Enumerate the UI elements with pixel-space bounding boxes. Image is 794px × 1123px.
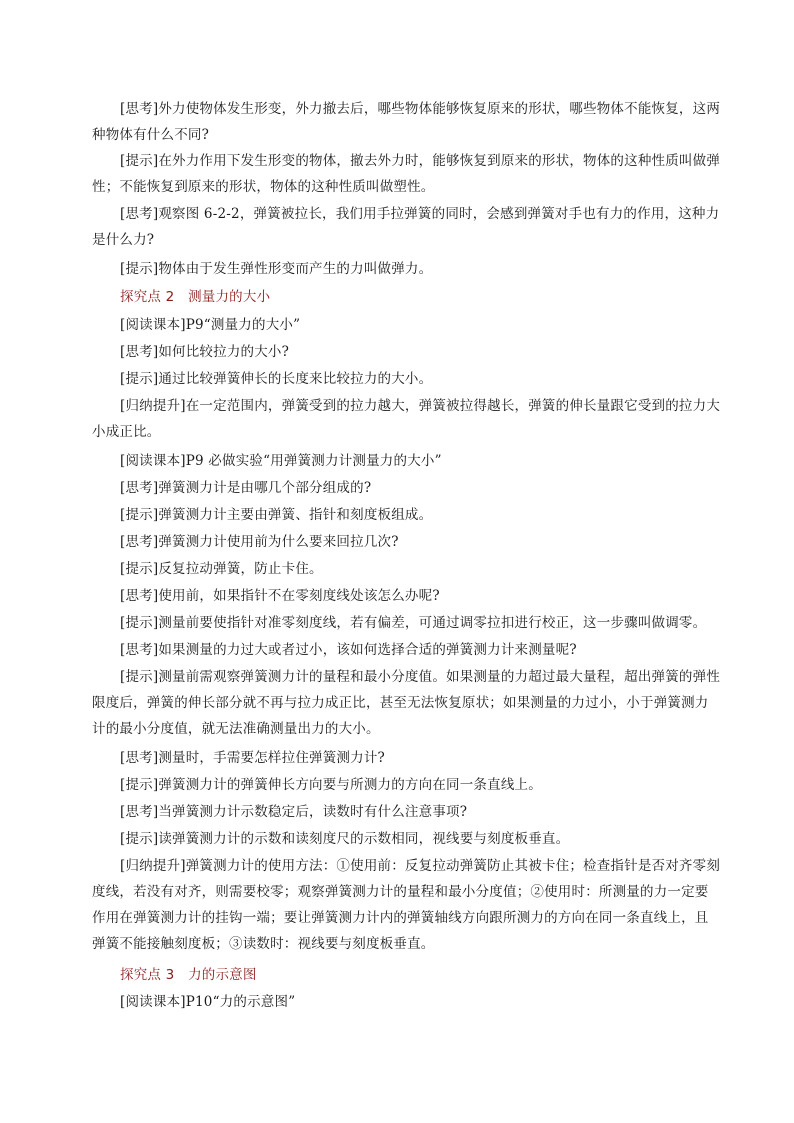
paragraph-think-hold: [思考]测量时，手需要怎样拉住弹簧测力计? — [120, 750, 385, 766]
paragraph-think-deformation: [思考]外力使物体发生形变，外力撤去后，哪些物体能够恢复原来的形状，哪些物体不能恢复，这两种物体有什么不同? — [92, 101, 721, 143]
paragraph-hint-components: [提示]弹簧测力计主要由弹簧、指针和刻度板组成。 — [120, 507, 433, 523]
paragraph-think-zero: [思考]使用前，如果指针不在零刻度线处该怎么办呢? — [120, 588, 440, 604]
section-heading-2: 探究点 2 测量力的大小 — [120, 289, 271, 305]
paragraph-read-textbook-p10: [阅读课本]P10“力的示意图” — [120, 994, 296, 1010]
paragraph-hint-elasticity: [提示]在外力作用下发生形变的物体，撤去外力时，能够恢复到原来的形状，物体的这种性质叫做弹性；不能恢复到原来的形状，物体的这种性质叫做塑性。 — [92, 153, 721, 195]
paragraph-read-experiment: [阅读课本]P9 必做实验“用弹簧测力计测量力的大小” — [120, 453, 442, 469]
paragraph-hint-zero: [提示]测量前要使指针对准零刻度线，若有偏差，可通过调零拉扣进行校正，这一步骤叫做调零。 — [120, 615, 707, 631]
paragraph-hint-elastic-force: [提示]物体由于发生弹性形变而产生的力叫做弹力。 — [120, 261, 433, 277]
paragraph-hint-hold: [提示]弹簧测力计的弹簧伸长方向要与所测力的方向在同一条直线上。 — [120, 777, 542, 793]
paragraph-think-components: [思考]弹簧测力计是由哪几个部分组成的? — [120, 480, 372, 496]
paragraph-hint-reading: [提示]读弹簧测力计的示数和读刻度尺的示数相同，视线要与刻度板垂直。 — [120, 831, 570, 847]
paragraph-think-pull: [思考]弹簧测力计使用前为什么要来回拉几次? — [120, 534, 399, 550]
paragraph-summary-proportional: [归纳提升]在一定范围内，弹簧受到的拉力越大，弹簧被拉得越长，弹簧的伸长量跟它受到的拉力大小成正比。 — [92, 398, 721, 440]
paragraph-hint-pull: [提示]反复拉动弹簧，防止卡住。 — [120, 561, 323, 577]
paragraph-hint-compare: [提示]通过比较弹簧伸长的长度来比较拉力的大小。 — [120, 371, 433, 387]
paragraph-think-spring-force: [思考]观察图 6-2-2，弹簧被拉长，我们用手拉弹簧的同时，会感到弹簧对手也有力的作用，这种力是什么力? — [92, 206, 720, 248]
paragraph-hint-range: [提示]测量前需观察弹簧测力计的量程和最小分度值。如果测量的力超过最大量程，超出弹簧的弹性限度后，弹簧的伸长部分就不再与拉力成正比，甚至无法恢复原状；如果测量的力过小，小于弹簧测力计的最小分度值，就无法准确测量出力的大小。 — [92, 669, 721, 737]
paragraph-summary-usage: [归纳提升]弹簧测力计的使用方法：①使用前：反复拉动弹簧防止其被卡住；检查指针是否对齐零刻度线，若没有对齐，则需要校零；观察弹簧测力计的量程和最小分度值；②使用时：所测量的力一定要作用在弹簧测力计的挂钩一端；要让弹簧测力计内的弹簧轴线方向跟所测力的方向在同一条直线上，且弹簧不能接触刻度板；③读数时：视线要与刻度板垂直。 — [92, 858, 721, 952]
paragraph-think-compare: [思考]如何比较拉力的大小? — [120, 344, 290, 360]
section-heading-3: 探究点 3 力的示意图 — [120, 967, 257, 983]
paragraph-think-reading: [思考]当弹簧测力计示数稳定后，读数时有什么注意事项? — [120, 804, 468, 820]
paragraph-read-textbook-p9: [阅读课本]P9“测量力的大小” — [120, 317, 301, 333]
paragraph-think-range: [思考]如果测量的力过大或者过小，该如何选择合适的弹簧测力计来测量呢? — [120, 642, 577, 658]
